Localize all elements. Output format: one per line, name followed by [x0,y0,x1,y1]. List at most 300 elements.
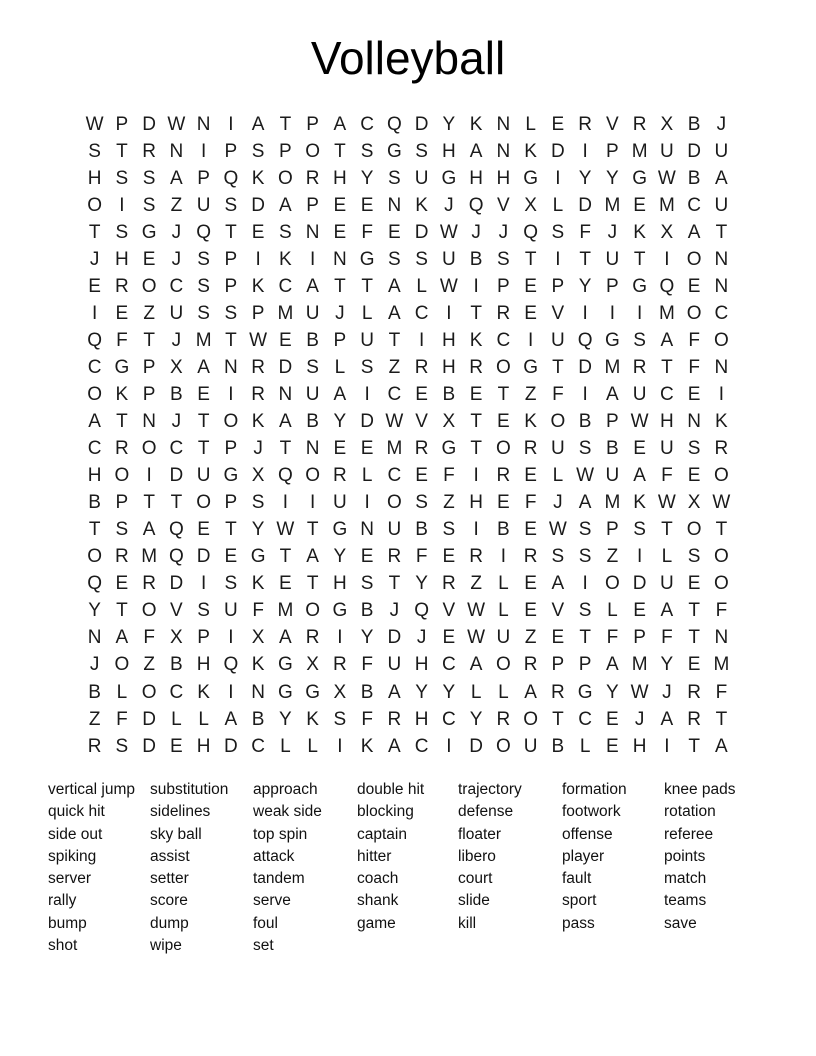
grid-cell: R [632,113,647,135]
grid-cell: C [278,275,293,297]
grid-cell: A [170,167,183,189]
grid-cell: H [414,654,429,676]
grid-cell: B [687,113,701,135]
word-list-item: footwork [562,803,621,821]
grid-cell: F [361,654,373,676]
word-list-item: sky ball [150,825,202,843]
word-list-item: assist [150,847,190,865]
word-list-item: player [562,847,605,865]
word-list-item: attack [253,847,295,865]
grid-cell: G [632,275,648,297]
grid-cell: N [714,248,729,270]
grid-cell: R [469,356,483,378]
grid-cell: B [170,383,183,405]
grid-cell: T [279,438,292,460]
grid-cell: B [360,600,374,622]
grid-cell: E [115,302,129,324]
grid-cell: U [605,465,620,487]
grid-cell: S [251,492,265,514]
grid-cell: F [361,221,373,243]
grid-cell: A [333,113,347,135]
grid-cell: T [279,113,292,135]
grid-cell: K [524,411,537,433]
grid-cell: N [714,627,729,649]
grid-cell: I [200,140,207,162]
grid-cell: D [142,735,156,757]
grid-cell: Q [277,465,293,487]
grid-cell: O [495,735,511,757]
grid-cell: X [442,411,456,433]
grid-cell: F [524,492,537,514]
grid-cell: X [333,681,347,703]
grid-cell: U [387,519,402,541]
grid-cell: Y [360,167,374,189]
grid-cell: X [251,627,265,649]
grid-cell: S [360,140,374,162]
grid-cell: W [657,167,676,189]
grid-cell: E [524,302,537,324]
grid-cell: U [333,492,347,514]
grid-cell: A [660,329,674,351]
grid-cell: O [305,600,321,622]
grid-cell: M [386,438,403,460]
grid-cell: R [87,735,102,757]
grid-cell: I [582,140,588,162]
grid-cell: J [171,329,182,351]
grid-cell: E [633,194,646,216]
grid-cell: O [277,167,293,189]
grid-cell: T [143,329,155,351]
grid-cell: S [142,194,156,216]
grid-cell: S [388,167,401,189]
grid-cell: W [276,519,295,541]
grid-cell: W [467,627,486,649]
grid-cell: R [469,546,483,568]
grid-cell: N [714,356,729,378]
grid-cell: E [442,627,456,649]
grid-cell: C [87,438,102,460]
grid-cell: B [578,411,592,433]
grid-cell: S [415,140,428,162]
grid-cell: B [415,519,428,541]
grid-cell: S [633,329,646,351]
grid-cell: F [252,600,264,622]
grid-cell: O [196,492,212,514]
grid-cell: N [687,411,701,433]
word-list-item: formation [562,781,627,798]
grid-cell: G [523,167,539,189]
grid-cell: T [470,302,482,324]
grid-cell: L [361,465,373,487]
grid-cell: A [142,519,156,541]
grid-cell: C [387,383,402,405]
word-list-item: sport [562,892,597,910]
grid-cell: F [361,708,373,730]
grid-cell: S [578,438,592,460]
grid-cell: O [686,248,702,270]
grid-cell: Q [223,654,239,676]
grid-cell: D [169,465,184,487]
grid-cell: E [524,573,537,595]
grid-cell: K [715,411,728,433]
grid-cell: N [305,221,320,243]
grid-cell: M [631,654,648,676]
grid-cell: I [473,275,479,297]
grid-cell: J [607,221,618,243]
grid-cell: C [169,438,184,460]
grid-cell: I [337,627,343,649]
grid-cell: P [606,275,619,297]
grid-cell: A [687,221,701,243]
grid-cell: E [524,465,537,487]
grid-cell: D [278,356,293,378]
grid-cell: A [197,356,210,378]
grid-cell: O [604,573,620,595]
grid-cell: W [712,492,731,514]
grid-cell: E [497,411,510,433]
grid-cell: Q [168,519,184,541]
grid-cell: P [142,383,156,405]
grid-cell: B [551,735,565,757]
grid-cell: W [167,113,186,135]
grid-cell: P [142,356,156,378]
grid-cell: U [551,438,565,460]
grid-cell: S [633,519,646,541]
grid-cell: D [469,735,483,757]
word-list-item: captain [357,825,407,843]
grid-cell: Q [223,167,239,189]
grid-cell: Z [606,546,619,568]
grid-cell: G [441,438,457,460]
grid-cell: O [713,546,729,568]
puzzle-title: Volleyball [310,32,506,84]
grid-cell: Y [415,573,428,595]
grid-cell: T [579,248,591,270]
grid-cell: S [224,573,238,595]
grid-cell: S [551,546,565,568]
grid-cell: O [141,438,157,460]
grid-cell: O [114,654,130,676]
word-list-item: spiking [48,847,97,865]
grid-cell: O [495,438,511,460]
grid-cell: K [360,735,374,757]
grid-cell: P [333,329,347,351]
word-list-item: setter [150,870,189,888]
grid-cell: K [251,275,265,297]
grid-cell: R [387,546,402,568]
grid-cell: C [169,681,184,703]
grid-cell: R [578,113,592,135]
grid-cell: S [578,546,592,568]
grid-cell: C [251,735,265,757]
grid-cell: K [279,248,292,270]
grid-cell: T [88,519,101,541]
grid-cell: T [388,573,401,595]
grid-cell: I [282,492,289,514]
grid-cell: D [632,573,647,595]
grid-cell: U [551,329,565,351]
grid-cell: S [142,167,156,189]
grid-cell: I [473,465,479,487]
grid-cell: E [687,383,701,405]
grid-cell: N [496,140,511,162]
word-list-item: tandem [253,870,305,888]
grid-cell: A [469,140,483,162]
grid-cell: K [415,194,428,216]
grid-cell: D [578,356,592,378]
grid-cell: O [141,275,157,297]
grid-cell: A [306,546,319,568]
grid-cell: E [469,383,483,405]
grid-cell: I [718,383,725,405]
grid-cell: H [442,329,456,351]
grid-cell: U [196,465,211,487]
grid-cell: T [470,438,482,460]
grid-cell: J [634,708,645,730]
grid-cell: M [604,356,621,378]
grid-cell: R [523,546,538,568]
grid-cell: B [306,411,319,433]
grid-cell: G [604,329,620,351]
grid-cell: A [251,113,265,135]
grid-cell: V [497,194,510,216]
grid-cell: E [687,654,701,676]
grid-cell: O [223,411,239,433]
grid-cell: D [414,221,429,243]
grid-cell: W [657,492,676,514]
grid-cell: I [228,383,234,405]
grid-cell: O [141,600,157,622]
grid-cell: O [87,194,103,216]
grid-cell: T [225,329,237,351]
grid-cell: E [197,383,210,405]
grid-cell: Y [606,167,619,189]
grid-cell: H [414,708,429,730]
grid-cell: P [606,411,619,433]
grid-cell: A [524,681,537,703]
grid-cell: V [606,113,619,135]
grid-cell: S [415,248,428,270]
grid-cell: T [688,735,700,757]
grid-cell: K [251,654,265,676]
grid-cell: B [251,708,265,730]
grid-cell: O [713,573,729,595]
grid-cell: K [306,708,319,730]
grid-cell: W [439,221,458,243]
grid-cell: T [715,708,728,730]
grid-cell: F [661,465,673,487]
grid-cell: B [687,167,701,189]
word-list-item: court [458,870,493,888]
grid-cell: R [333,465,347,487]
grid-cell: S [360,573,374,595]
word-list-column [48,779,150,957]
grid-cell: D [551,140,565,162]
grid-cell: S [687,546,701,568]
grid-cell: C [414,302,429,324]
grid-cell: A [660,600,674,622]
grid-cell: O [87,546,103,568]
grid-cell: E [633,600,646,622]
grid-cell: R [115,275,129,297]
grid-cell: X [170,356,183,378]
grid-cell: J [171,248,182,270]
grid-cell: K [251,573,265,595]
grid-cell: E [388,221,401,243]
grid-cell: Y [251,519,265,541]
grid-cell: L [116,681,128,703]
grid-cell: T [306,573,319,595]
grid-cell: I [473,519,479,541]
grid-cell: M [141,546,158,568]
grid-cell: Q [196,221,212,243]
grid-cell: G [632,167,648,189]
grid-cell: B [88,492,101,514]
grid-cell: R [714,438,729,460]
word-list-item: knee pads [664,781,736,798]
grid-cell: L [470,681,482,703]
grid-cell: H [632,735,647,757]
grid-cell: V [551,302,565,324]
grid-cell: R [333,654,347,676]
grid-cell: S [251,140,265,162]
grid-cell: R [442,573,456,595]
grid-cell: G [277,681,293,703]
grid-cell: I [555,167,561,189]
grid-cell: E [360,546,374,568]
grid-cell: F [715,600,728,622]
grid-cell: U [660,140,674,162]
word-list-item: approach [253,781,318,798]
grid-cell: S [115,221,129,243]
grid-cell: X [524,194,537,216]
word-list-item: hitter [357,847,392,865]
grid-cell: X [251,465,265,487]
grid-cell: X [687,492,701,514]
grid-cell: U [414,167,429,189]
grid-cell: O [713,465,729,487]
grid-cell: E [333,438,347,460]
grid-cell: N [387,194,402,216]
grid-cell: H [469,492,483,514]
grid-cell: L [198,708,209,730]
word-list-item: serve [253,892,291,910]
grid-cell: E [333,221,347,243]
grid-cell: S [578,519,592,541]
grid-cell: M [604,194,621,216]
grid-cell: U [387,654,402,676]
grid-cell: S [197,248,210,270]
grid-cell: T [143,492,155,514]
grid-cell: E [606,735,619,757]
grid-cell: E [415,465,428,487]
grid-cell: T [388,329,401,351]
grid-cell: N [142,411,156,433]
grid-cell: R [523,654,538,676]
grid-cell: E [170,735,183,757]
grid-cell: D [142,113,156,135]
grid-cell: H [87,465,102,487]
grid-cell: F [661,627,673,649]
grid-cell: U [442,248,456,270]
grid-cell: Y [360,627,374,649]
grid-cell: G [359,248,375,270]
grid-cell: C [578,708,592,730]
word-list-item: defense [458,803,514,821]
grid-cell: H [115,248,129,270]
grid-cell: P [633,627,646,649]
grid-cell: S [360,356,374,378]
grid-cell: P [224,248,238,270]
grid-cell: I [309,248,316,270]
grid-cell: E [360,438,374,460]
grid-cell: R [305,167,320,189]
grid-cell: W [439,275,458,297]
grid-cell: T [579,627,591,649]
word-list-item: coach [357,870,399,888]
grid-cell: I [555,248,561,270]
grid-cell: N [714,275,729,297]
grid-cell: P [551,275,565,297]
grid-cell: S [115,167,129,189]
grid-cell: F [443,465,455,487]
grid-cell: T [661,356,673,378]
grid-cell: G [332,519,348,541]
grid-cell: Y [279,708,292,730]
grid-cell: A [333,383,347,405]
word-list-item: teams [664,892,707,910]
grid-cell: C [87,356,102,378]
grid-cell: P [606,140,619,162]
grid-cell: T [225,221,237,243]
grid-cell: K [469,113,483,135]
grid-cell: I [91,302,98,324]
grid-cell: R [115,546,129,568]
grid-cell: W [576,465,595,487]
grid-cell: H [333,167,347,189]
grid-cell: A [306,275,319,297]
grid-cell: E [687,573,701,595]
word-list [48,779,736,957]
grid-cell: H [442,140,456,162]
grid-cell: T [470,411,482,433]
grid-cell: R [496,302,511,324]
grid-cell: L [307,735,318,757]
grid-cell: G [332,600,348,622]
grid-cell: P [197,167,210,189]
grid-cell: U [714,194,729,216]
grid-cell: C [414,735,429,757]
grid-cell: Y [415,681,428,703]
grid-cell: U [605,248,620,270]
word-list-column [357,779,458,935]
word-list-item: offense [562,825,613,843]
grid-cell: T [334,275,346,297]
grid-cell: N [251,681,265,703]
grid-cell: Q [386,113,402,135]
grid-cell: U [660,438,674,460]
grid-cell: G [223,465,239,487]
grid-cell: F [606,627,619,649]
grid-cell: A [633,465,646,487]
grid-cell: E [633,438,646,460]
grid-cell: N [305,438,320,460]
grid-cell: A [578,492,592,514]
grid-cell: J [553,492,563,514]
word-list-item: sidelines [150,803,211,821]
grid-cell: T [715,221,728,243]
grid-cell: Y [660,654,674,676]
